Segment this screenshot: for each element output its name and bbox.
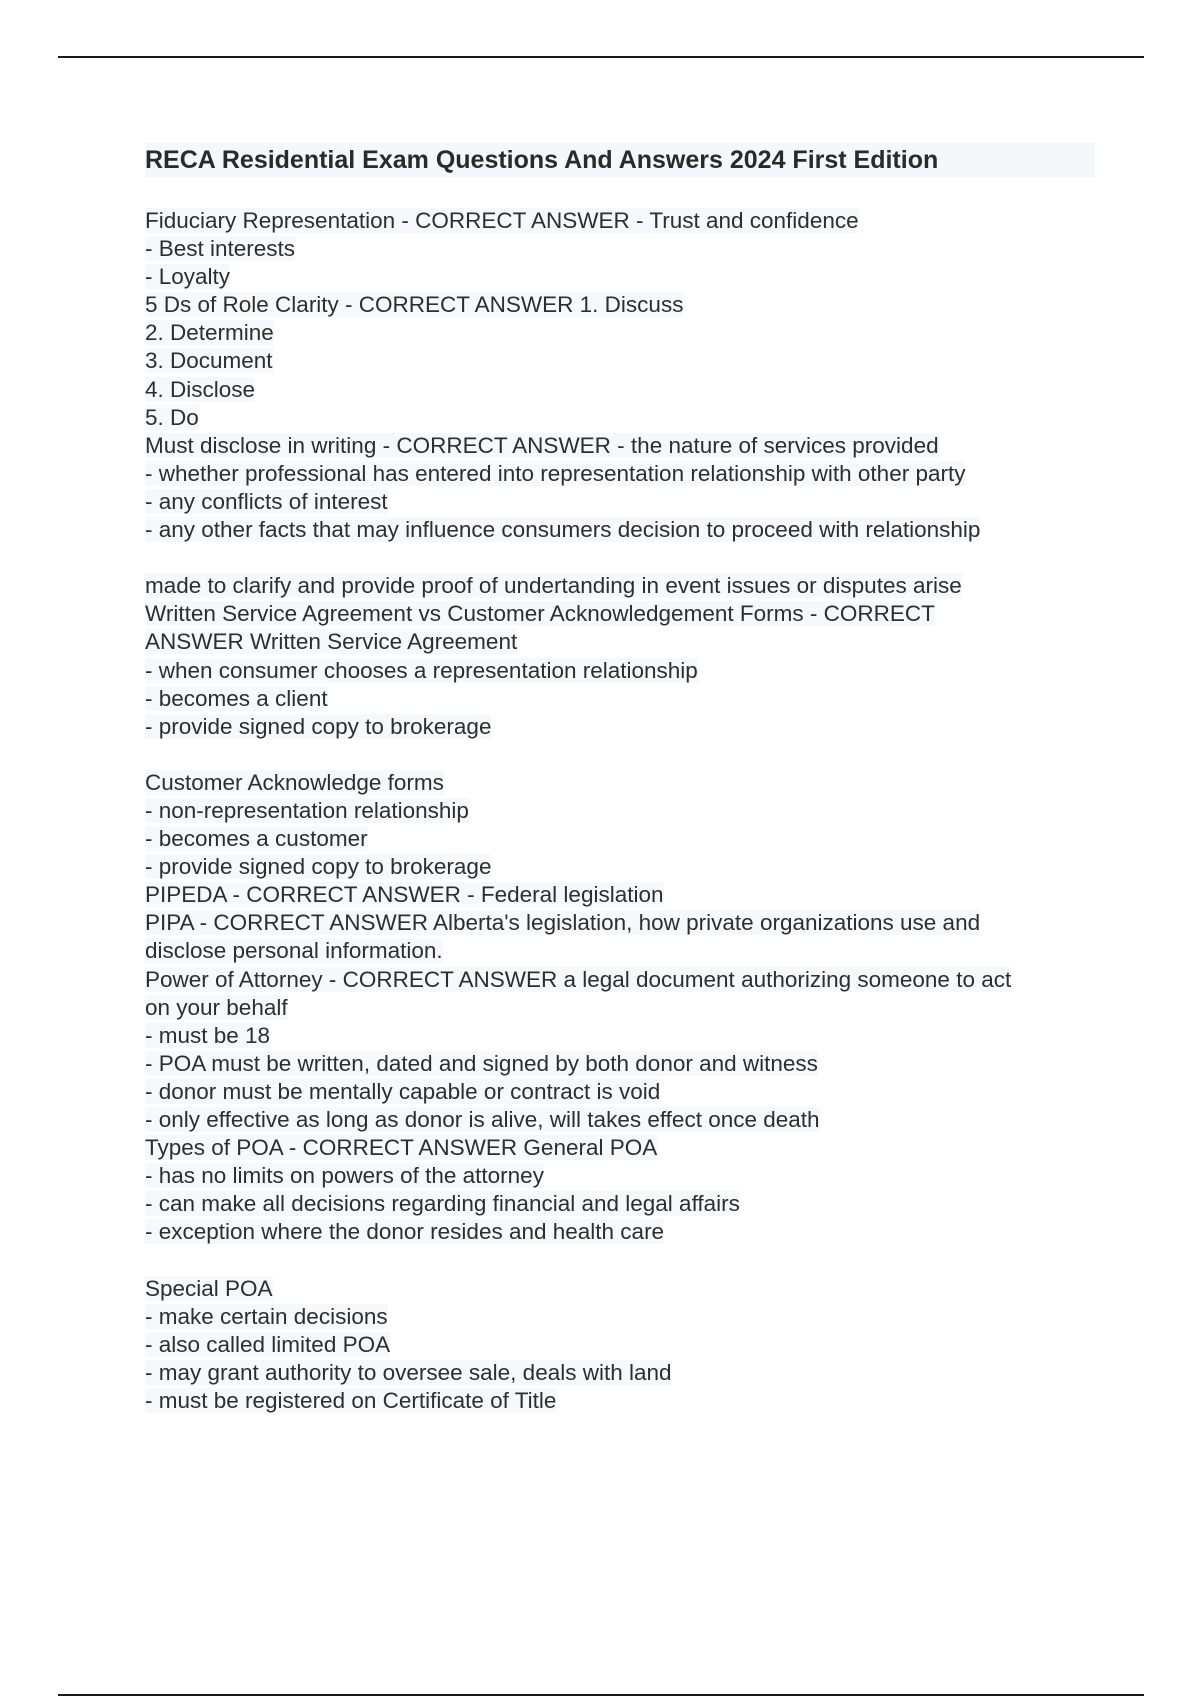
text-line — [145, 1050, 1095, 1078]
text-line-content: - Best interests — [145, 236, 296, 262]
text-line — [145, 797, 1095, 825]
text-line — [145, 488, 1095, 516]
bottom-rule — [58, 1694, 1144, 1696]
text-line-content: Special POA — [145, 1275, 273, 1301]
text-line — [145, 937, 1095, 965]
text-line-content: - can make all decisions regarding financial and legal affairs — [145, 1191, 740, 1217]
text-line-content: 3. Document — [145, 348, 273, 374]
text-line-content: - any conflicts of interest — [145, 488, 388, 514]
text-line — [145, 235, 1095, 263]
text-line — [145, 544, 1095, 572]
text-line — [145, 1106, 1095, 1134]
text-line-content: - whether professional has entered into representation relationship with other party — [145, 460, 966, 486]
text-line — [145, 628, 1095, 656]
text-line-content: made to clarify and provide proof of undertanding in event issues or disputes arise — [145, 573, 962, 599]
text-line-content: - becomes a client — [145, 685, 328, 711]
text-line — [145, 1134, 1095, 1162]
text-line-content: Power of Attorney - CORRECT ANSWER a legal document authorizing someone to act — [145, 966, 1012, 992]
text-line — [145, 685, 1095, 713]
text-line — [145, 516, 1095, 544]
text-line — [145, 1078, 1095, 1106]
text-line-content: 2. Determine — [145, 320, 274, 346]
document-title: RECA Residential Exam Questions And Answers 2024 First Edition — [145, 143, 1095, 177]
text-line — [145, 460, 1095, 488]
text-line-content: - donor must be mentally capable or contract is void — [145, 1078, 661, 1104]
text-line — [145, 207, 1095, 235]
text-line-content: Fiduciary Representation - CORRECT ANSWER - Trust and confidence — [145, 208, 859, 233]
text-line — [145, 713, 1095, 741]
text-line — [145, 291, 1095, 319]
text-line-content: - when consumer chooses a representation relationship — [145, 657, 698, 683]
text-line-content: Types of POA - CORRECT ANSWER General POA — [145, 1135, 658, 1161]
text-line — [145, 404, 1095, 432]
text-line — [145, 600, 1095, 628]
text-line — [145, 1331, 1095, 1359]
text-line-content: - also called limited POA — [145, 1331, 391, 1357]
text-line-content: - any other facts that may influence consumers decision to proceed with relationship — [145, 517, 981, 543]
text-line-content: on your behalf — [145, 994, 288, 1020]
text-line-content: - make certain decisions — [145, 1303, 388, 1329]
document-text — [145, 207, 1095, 1415]
text-line-content: - must be registered on Certificate of Title — [145, 1387, 557, 1413]
text-line-content: - has no limits on powers of the attorney — [145, 1163, 544, 1189]
text-line-content: disclose personal information. — [145, 938, 443, 964]
text-line — [145, 347, 1095, 375]
text-line — [145, 769, 1095, 797]
text-line-content: Written Service Agreement vs Customer Acknowledgement Forms - CORRECT — [145, 601, 935, 627]
text-line-content: - Loyalty — [145, 264, 231, 290]
text-line — [145, 319, 1095, 347]
text-line — [145, 376, 1095, 404]
text-line-content: - exception where the donor resides and health care — [145, 1219, 665, 1245]
text-line-content: - may grant authority to oversee sale, deals with land — [145, 1359, 672, 1385]
text-line — [145, 1162, 1095, 1190]
text-line-content: - only effective as long as donor is alive, will takes effect once death — [145, 1107, 820, 1132]
text-line — [145, 909, 1095, 937]
text-line — [145, 1387, 1095, 1415]
top-rule — [58, 56, 1144, 58]
text-line-content: PIPEDA - CORRECT ANSWER - Federal legislation — [145, 882, 664, 908]
text-line — [145, 1218, 1095, 1246]
text-line — [145, 966, 1095, 994]
text-line — [145, 1303, 1095, 1331]
text-line-content: - provide signed copy to brokerage — [145, 713, 492, 739]
text-line — [145, 657, 1095, 685]
text-line-content: 4. Disclose — [145, 376, 256, 402]
text-line — [145, 263, 1095, 291]
text-line-content: ANSWER Written Service Agreement — [145, 629, 518, 655]
text-line-content: - must be 18 — [145, 1022, 271, 1048]
text-line — [145, 741, 1095, 769]
text-line — [145, 432, 1095, 460]
text-line-content: Must disclose in writing - CORRECT ANSWER - the nature of services provided — [145, 432, 939, 458]
text-line-content: - POA must be written, dated and signed by both donor and witness — [145, 1050, 818, 1076]
text-line-content: PIPA - CORRECT ANSWER Alberta's legislation, how private organizations use and — [145, 910, 981, 936]
text-line — [145, 1246, 1095, 1274]
text-line — [145, 1022, 1095, 1050]
text-line-content: - non-representation relationship — [145, 797, 469, 823]
text-line-content: 5. Do — [145, 404, 199, 430]
text-line — [145, 881, 1095, 909]
text-line-content: - provide signed copy to brokerage — [145, 854, 492, 880]
text-line — [145, 825, 1095, 853]
text-line — [145, 1359, 1095, 1387]
text-line — [145, 1190, 1095, 1218]
text-line — [145, 994, 1095, 1022]
text-line-content: - becomes a customer — [145, 826, 368, 852]
text-line-content: 5 Ds of Role Clarity - CORRECT ANSWER 1. Discuss — [145, 292, 684, 318]
text-line — [145, 572, 1095, 600]
document-body — [145, 143, 1095, 1415]
text-line — [145, 1275, 1095, 1303]
text-line-content: Customer Acknowledge forms — [145, 769, 444, 795]
text-line — [145, 853, 1095, 881]
